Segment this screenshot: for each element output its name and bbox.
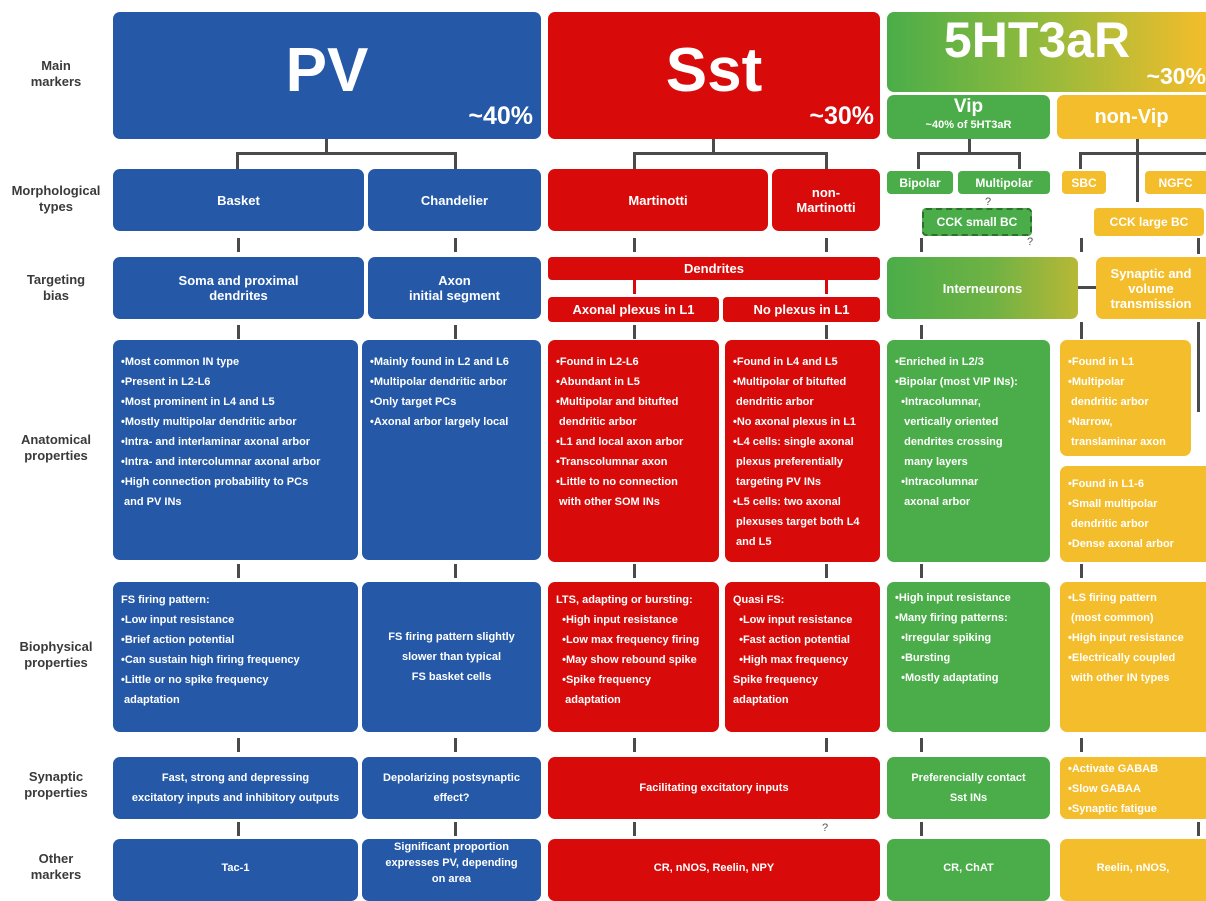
vip-synaptic: Preferencially contact Sst INs [887,757,1050,819]
vip-biophysical [887,582,1050,732]
htr-title: 5HT3aR [943,12,1131,68]
text-line: •Present in L2-L6 [121,376,211,388]
question-mark: ? [985,196,992,208]
connector [1080,738,1083,752]
text-line: plexuses target both L4 [733,516,860,528]
pv-title: PV [285,36,369,105]
text-line: •Abundant in L5 [556,376,640,388]
pv-chandelier-anatomical [362,340,541,560]
sst-non-martinotti-targeting: No plexus in L1 [723,297,880,322]
text-line: •Narrow, [1068,416,1113,428]
connector [454,325,457,339]
connector [633,325,636,339]
connector [1080,564,1083,578]
sst-bracket-right [825,152,828,169]
vip-header [887,95,1050,139]
connector [920,738,923,752]
vip-anatomical [887,340,1050,562]
text-line: •L4 cells: single axonal [733,436,854,448]
connector [454,822,457,836]
text-line: dendrites crossing [895,436,1003,448]
text-line: •Multipolar dendritic arbor [370,376,508,388]
sst-synaptic: Facilitating excitatory inputs [548,757,880,819]
connector [1078,286,1096,289]
connector [825,280,828,294]
text-line: •Brief action potential [121,634,235,646]
text-line: •Found in L4 and L5 [733,356,838,368]
text-line: •Little to no connection [556,476,678,488]
connector [1080,322,1083,339]
row-label-synaptic-properties: Synaptic properties [24,769,88,800]
text-line: •Irregular spiking [895,632,992,644]
text-line: dendritic arbor [1068,396,1149,408]
nonvip-bracket-mid [1136,152,1139,202]
text-line: Spike frequency [733,674,818,686]
pv-chandelier-other: Significant proportion expresses PV, depending on area [362,839,541,901]
connector [825,738,828,752]
pv-basket-biophysical [113,582,358,732]
connector [825,564,828,578]
vip-subtitle: ~40% of 5HT3aR [925,119,1012,131]
text-line: •High input resistance [895,592,1011,604]
sst-title: Sst [665,36,763,105]
text-line: •Intra- and interlaminar axonal arbor [121,436,311,448]
text-line: •Intra- and intercolumnar axonal arbor [121,456,321,468]
text-line: (most common) [1068,612,1154,624]
text-line: •Axonal arbor largely local [370,416,509,428]
text-line: •Intracolumnar, [895,396,981,408]
text-line: vertically oriented [895,416,999,428]
vip-bracket-left [917,152,920,169]
vip-title: Vip [953,96,984,117]
pv-chandelier-targeting: Axon initial segment [368,257,541,319]
text-line: •Intracolumnar [895,476,979,488]
nonvip-bracket-stem [1136,139,1139,153]
connector [920,238,923,252]
text-line: •Bipolar (most VIP INs): [895,376,1018,388]
nonvip-other: Reelin, nNOS, [1060,839,1206,901]
vip-bracket-right [1018,152,1021,169]
text-line: •Dense axonal arbor [1068,538,1174,550]
nonvip-header: non-Vip [1057,95,1206,139]
connector [920,325,923,339]
row-label-other-markers: Other markers [30,851,82,882]
question-mark: ? [1027,236,1034,248]
sst-martinotti-biophysical [548,582,719,732]
text-line: adaptation [121,694,180,706]
text-line: •Found in L1 [1068,356,1135,368]
sst-percent: ~30% [809,102,874,130]
row-label-targeting-bias: Targeting bias [26,272,86,303]
pv-bracket-bar [236,152,457,155]
connector [454,238,457,252]
text-line: and L5 [733,536,772,548]
text-line: •Found in L1-6 [1068,478,1144,490]
nonvip-bracket-left [1079,152,1082,169]
text-line: •High connection probability to PCs [121,476,309,488]
sst-other: CR, nNOS, Reelin, NPY [548,839,880,901]
pv-header [113,12,541,139]
text-line: adaptation [733,694,789,706]
nonvip-bracket-bar [1079,152,1206,155]
connector [237,564,240,578]
connector [825,238,828,252]
connector [454,738,457,752]
sst-non-martinotti-anatomical [725,340,880,562]
text-line: •No axonal plexus in L1 [733,416,857,428]
sst-bracket-stem [712,139,715,153]
text-line: •High input resistance [1068,632,1184,644]
text-line: dendritic arbor [1068,518,1149,530]
nonvip-sbc-type: SBC [1062,171,1106,194]
vip-bracket-stem [968,139,971,153]
pv-basket-anatomical [113,340,358,560]
text-line: •Synaptic fatigue [1068,803,1157,815]
text-line: •Little or no spike frequency [121,674,269,686]
sst-non-martinotti-biophysical [725,582,880,732]
text-line: •Can sustain high firing frequency [121,654,300,666]
sst-bracket-bar [633,152,828,155]
text-line: dendritic arbor [733,396,814,408]
row-label-biophysical-properties: Biophysical properties [19,639,93,670]
text-line: Quasi FS: [733,594,785,606]
text-line: •Enriched in L2/3 [895,356,984,368]
text-line: •Only target PCs [370,396,457,408]
row-label-anatomical-properties: Anatomical properties [20,432,92,463]
text-line: plexus preferentially [733,456,844,468]
connector [920,822,923,836]
pv-chandelier-biophysical: FS firing pattern slightly slower than typical FS basket cells [362,582,541,732]
vip-other: CR, ChAT [887,839,1050,901]
text-line: with other SOM INs [556,496,660,508]
sst-martinotti-targeting: Axonal plexus in L1 [548,297,719,322]
text-line: •Most common IN type [121,356,240,368]
htr-percent: ~30% [1146,63,1206,89]
pv-bracket-right [454,152,457,169]
pv-bracket-stem [325,139,328,153]
text-line: •Found in L2-L6 [556,356,639,368]
sst-martinotti-anatomical [548,340,719,562]
pv-chandelier-synaptic: Depolarizing postsynaptic effect? [362,757,541,819]
connector [633,238,636,252]
text-line: •Multipolar [1068,376,1125,388]
text-line: •Mainly found in L2 and L6 [370,356,509,368]
text-line: translaminar axon [1068,436,1166,448]
sst-martinotti-type: Martinotti [548,169,768,231]
text-line: with other IN types [1068,672,1170,684]
connector [920,564,923,578]
text-line: •Electrically coupled [1068,652,1176,664]
connector [633,280,636,294]
vip-cck-small-bc-type: CCK small BC [922,208,1032,236]
connector [454,564,457,578]
text-line: •May show rebound spike [556,654,697,666]
connector [237,738,240,752]
text-line: •L5 cells: two axonal [733,496,841,508]
sst-dendrites-targeting: Dendrites [548,257,880,280]
text-line: many layers [895,456,968,468]
question-mark: ? [822,822,829,834]
text-line: •LS firing pattern [1068,592,1157,604]
connector [633,822,636,836]
pv-basket-other: Tac-1 [113,839,358,901]
row-label-main-markers: Main markers [30,58,82,89]
text-line: targeting PV INs [733,476,822,488]
text-line: •Many firing patterns: [895,612,1008,624]
vip-multipolar-type: Multipolar [958,171,1050,194]
sst-bracket-left [633,152,636,169]
row-label-morphological-types: Morphological types [11,183,101,214]
vip-targeting: Interneurons [887,257,1078,319]
text-line: adaptation [556,694,621,706]
text-line: •Spike frequency [556,674,651,686]
text-line: •Multipolar of bitufted [733,376,847,388]
text-line: and PV INs [121,496,182,508]
nonvip-sbc-anatomical [1060,340,1191,456]
nonvip-biophysical [1060,582,1206,732]
nonvip-synaptic [1060,757,1206,819]
text-line: •Most prominent in L4 and L5 [121,396,275,408]
connector [825,325,828,339]
text-line: •Multipolar and bitufted [556,396,679,408]
pv-basket-type: Basket [113,169,364,231]
text-line: •Activate GABAB [1068,763,1159,775]
pv-percent: ~40% [468,102,533,130]
connector [1080,238,1083,252]
text-line: •High max frequency [733,654,849,666]
pv-basket-synaptic: Fast, strong and depressing excitatory inputs and inhibitory outputs [113,757,358,819]
text-line: •High input resistance [556,614,678,626]
sst-header [548,12,880,139]
connector [1197,238,1200,254]
text-line: FS firing pattern: [121,594,210,606]
connector [633,564,636,578]
nonvip-ngfc-anatomical [1060,466,1206,562]
vip-bracket-bar [917,152,1021,155]
connector [633,738,636,752]
connector [237,822,240,836]
connector [237,325,240,339]
text-line: •Mostly multipolar dendritic arbor [121,416,297,428]
text-line: dendritic arbor [556,416,637,428]
connector [237,238,240,252]
pv-chandelier-type: Chandelier [368,169,541,231]
text-line: •Low max frequency firing [556,634,700,646]
sst-non-martinotti-type: non- Martinotti [772,169,880,231]
connector [1197,322,1200,412]
text-line: •Low input resistance [121,614,235,626]
pv-basket-targeting: Soma and proximal dendrites [113,257,364,319]
text-line: •L1 and local axon arbor [556,436,684,448]
htr-header [887,12,1206,92]
text-line: LTS, adapting or bursting: [556,594,693,606]
connector [1197,822,1200,836]
text-line: •Fast action potential [733,634,850,646]
text-line: •Bursting [895,652,951,664]
pv-bracket-left [236,152,239,169]
text-line: •Mostly adaptating [895,672,999,684]
vip-bipolar-type: Bipolar [887,171,953,194]
nonvip-cck-large-bc-type: CCK large BC [1094,208,1204,236]
text-line: •Slow GABAA [1068,783,1141,795]
nonvip-targeting: Synaptic and volume transmission [1096,257,1206,319]
text-line: axonal arbor [895,496,971,508]
nonvip-ngfc-type: NGFC [1145,171,1206,194]
text-line: •Low input resistance [733,614,853,626]
text-line: •Small multipolar [1068,498,1158,510]
text-line: •Transcolumnar axon [556,456,668,468]
